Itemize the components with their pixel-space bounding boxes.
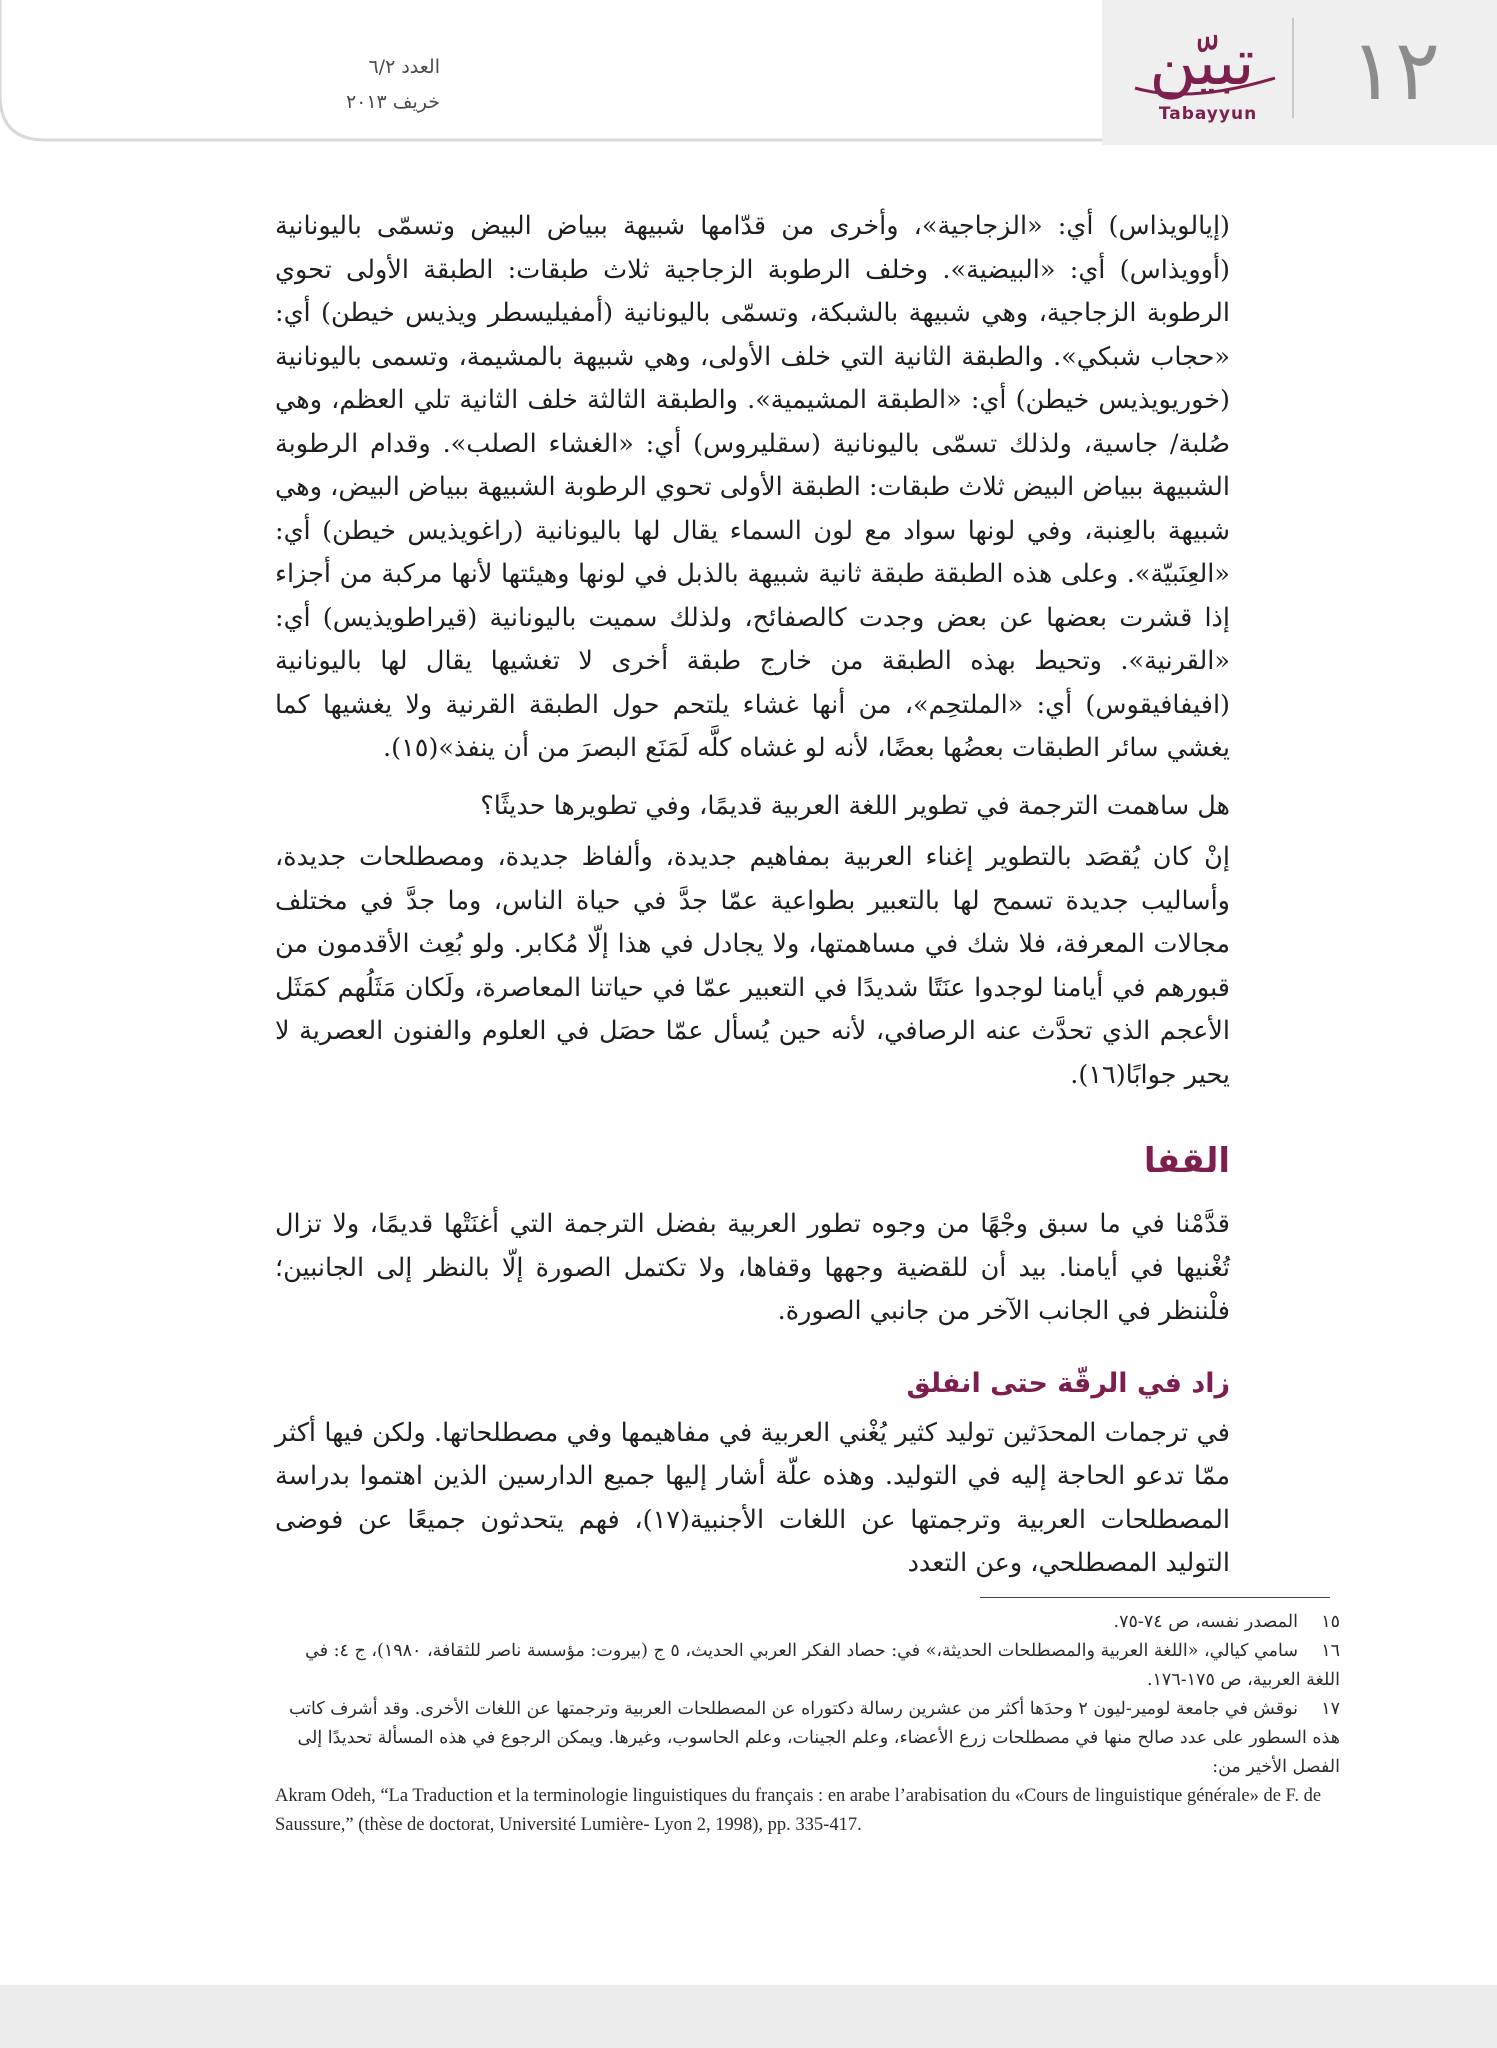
- footnote-number: ١٧: [1321, 1699, 1340, 1719]
- footnote-number: ١٦: [1321, 1641, 1340, 1661]
- article-body: [275, 205, 1230, 1600]
- page-number: ١٢: [1349, 21, 1441, 119]
- page-footer: [0, 1985, 1497, 2048]
- paragraph-question: هل ساهمت الترجمة في تطوير اللغة العربية قديمًا، وفي تطويرها حديثًا؟: [480, 790, 1230, 821]
- footnotes: [275, 1608, 1340, 1840]
- journal-logo-latin: Tabayyun: [1158, 104, 1258, 124]
- issue-season: خريف ٢٠١٣: [345, 91, 440, 113]
- issue-info: [240, 50, 440, 120]
- footnote-15: [275, 1608, 1340, 1637]
- footnote-text: المصدر نفسه، ص ٧٤-٧٥.: [1113, 1612, 1298, 1632]
- subsection-heading: زاد في الرقّة حتى انفلق: [906, 1367, 1230, 1399]
- brand-divider: [1292, 18, 1294, 118]
- paragraph-section-intro: قدَّمْنا في ما سبق وجْهًا من وجوه تطور العربية بفضل الترجمة التي أغنَتْها قديمًا، ولا تزال تُغْنيها في أيامنا. بيد أن للقضية وجهها وقفاها، ولا تكتمل الصورة إلّا بالنظر إلى الجانبين؛ فلْننظر في الجانب الآخر من جانبي الصورة.: [275, 1209, 1230, 1326]
- journal-logo: تبيّن: [1149, 26, 1255, 100]
- logo-swash-icon: [1130, 70, 1280, 100]
- page-header: [0, 0, 1497, 145]
- footnote-text: سامي كيالي، «اللغة العربية والمصطلحات الحديثة،» في: حصاد الفكر العربي الحديث، ٥ ج (بيروت: مؤسسة ناصر للثقافة، ١٩٨٠)، ج ٤: في اللغة العربية، ص ١٧٥-١٧٦.: [305, 1641, 1340, 1690]
- section-heading: القفا: [1143, 1141, 1230, 1181]
- footnote-separator: [980, 1597, 1330, 1598]
- paragraph-subsection: في ترجمات المحدَثين توليد كثير يُغْني العربية في مفاهيمها وفي مصطلحاتها. ولكن فيها أكثر ممّا تدعو الحاجة إليه في التوليد. وهذه علّة أشار إليها جميع الدارسين الذين اهتموا بدراسة المصطلحات العربية وترجمتها عن اللغات الأجنبية(١٧)، فهم يتحدثون جميعًا عن فوضى التوليد المصطلحي، وعن التعدد: [275, 1417, 1230, 1578]
- footnote-17-reference: Akram Odeh, “La Traduction et la terminologie linguistiques du français : en arabe l’arabisation du «Cours de linguistique générale» de F. de Saussure,” (thèse de doctorat, Université Lumière- Lyon 2, 1998), pp. 335-417.: [275, 1786, 1322, 1835]
- paragraph-anatomy: (إيالويذاس) أي: «الزجاجية»، وأخرى من قدّامها شبيهة ببياض البيض وتسمّى باليونانية (أوويذاس) أي: «البيضية». وخلف الرطوبة الزجاجية ثلاث طبقات: الطبقة الأولى تحوي الرطوبة الزجاجية، وهي شبيهة بالشبكة، وتسمّى باليونانية (أمفيليسطر ويذيس خيطن) أي: «حجاب شبكي». والطبقة الثانية التي خلف الأولى، وهي شبيهة بالمشيمة، وتسمى باليونانية (خوريويذيس خيطن) أي: «الطبقة المشيمية». والطبقة الثالثة خلف الثانية تلي العظم، وهي صُلبة/ جاسية، ولذلك تسمّى باليونانية (سقليروس) أي: «الغشاء الصلب». وقدام الرطوبة الشبيهة ببياض البيض ثلاث طبقات: الطبقة الأولى تحوي الرطوبة الشبيهة ببياض البيض، وهي شبيهة بالعِنبة، وفي لونها سواد مع لون السماء يقال لها باليونانية (راغويذيس خيطن) أي: «العِنَبيّة». وعلى هذه الطبقة طبقة ثانية شبيهة بالذبل في لونها وهيئتها لأنها مركبة من أجزاء إذا قشرت بعضها عن بعض وجدت كالصفائح، ولذلك سميت باليونانية (قيراطويذيس) أي: «القرنية». وتحيط بهذه الطبقة من خارج طبقة أخرى لا تغشيها يقال لها باليونانية (افيفافيقوس) أي: «الملتحِم»، من أنها غشاء يلتحم حول الطبقة القرنية ولا يغشيها كما يغشي سائر الطبقات بعضُها بعضًا، لأنه لو غشاه كلَّه لَمَنَع البصرَ من أن ينفذ»(١٥).: [275, 211, 1230, 763]
- issue-number: العدد ٦/٢: [368, 56, 440, 78]
- footnote-17: [275, 1695, 1340, 1782]
- footnote-16: [275, 1637, 1340, 1695]
- footnote-number: ١٥: [1321, 1612, 1340, 1632]
- paragraph-development: إنْ كان يُقصَد بالتطوير إغناء العربية بمفاهيم جديدة، وألفاظ جديدة، ومصطلحات جديدة، وأساليب جديدة تسمح لها بالتعبير بطواعية عمّا جدَّ في حياة الناس، وما جدَّ في مختلف مجالات المعرفة، فلا شك في مساهمتها، ولا يجادل في هذا إلّا مُكابر. ولو بُعِث الأقدمون من قبورهم في أيامنا لوجدوا عنَتًا شديدًا في التعبير عمّا في حياتنا المعاصرة، ولَكان مَثَلُهم كمَثَل الأعجم الذي تحدَّث عنه الرصافي، لأنه حين يُسأل عمّا حصَل في العلوم والفنون العصرية لا يحير جوابًا(١٦).: [275, 842, 1230, 1090]
- footnote-text: نوقش في جامعة لومير-ليون ٢ وحدَها أكثر من عشرين رسالة دكتوراه عن المصطلحات العربية وترجمتها عن اللغات الأخرى. وقد أشرف كاتب هذه السطور على عدد صالح منها في مصطلحات زرع الأعضاء، وعلم الجينات، وعلم الحاسوب، وغيرها. ويمكن الرجوع في هذه المسألة تحديدًا إلى الفصل الأخير من:: [288, 1699, 1340, 1777]
